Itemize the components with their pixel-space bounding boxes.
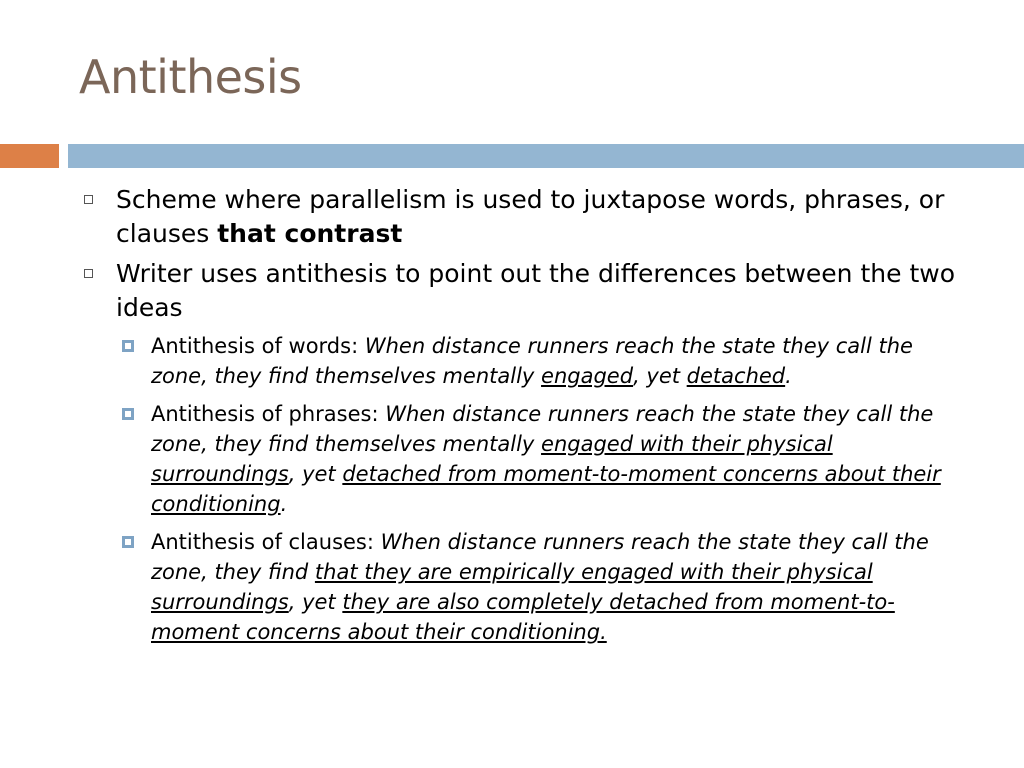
slide-body	[78, 183, 978, 655]
sub-bullet-italic: , yet	[288, 462, 343, 486]
sub-bullet-item	[78, 527, 966, 647]
sub-bullet-underlined: engaged	[541, 364, 634, 388]
bullet-item	[78, 183, 956, 251]
square-bullet-icon	[122, 536, 134, 548]
sub-bullet-italic: When distance runners reach the state they call the zone, they find	[151, 530, 929, 584]
sub-bullet-underlined: detached	[686, 364, 786, 388]
bullet-text: Writer uses antithesis to point out the differences between the two ideas	[116, 259, 955, 322]
sub-bullet-item	[78, 331, 966, 391]
sub-bullet-label: Antithesis of words:	[151, 334, 365, 358]
bullet-text: Scheme where parallelism is used to juxtapose words, phrases, or clauses	[116, 185, 945, 248]
bullet-bold-text: that contrast	[217, 219, 403, 248]
sub-bullet-end: .	[785, 364, 792, 388]
accent-bar-blue	[68, 144, 1024, 168]
bullet-item	[78, 257, 956, 325]
sub-bullet-italic: , yet	[633, 364, 687, 388]
sub-bullet-italic: , yet	[288, 590, 343, 614]
square-bullet-icon	[122, 340, 134, 352]
sub-bullet-item	[78, 399, 966, 519]
sub-bullet-underlined: they are also completely detached from moment-to-moment concerns about their conditioning.	[151, 590, 895, 644]
sub-bullet-end: .	[280, 492, 288, 516]
sub-bullet-italic: When distance runners reach the state they call the zone, they find themselves mentally	[151, 402, 934, 456]
slide-title: Antithesis	[79, 50, 302, 104]
sub-bullet-underlined: detached from moment-to-moment concerns about their conditioning	[151, 462, 941, 516]
sub-bullet-list	[78, 331, 978, 647]
square-bullet-icon	[122, 408, 134, 420]
hollow-square-bullet-icon	[84, 269, 93, 278]
sub-bullet-underlined: engaged with their physical surroundings	[151, 432, 833, 486]
sub-bullet-underlined: that they are empirically engaged with their physical surroundings	[151, 560, 873, 614]
accent-bar-orange	[0, 144, 59, 168]
sub-bullet-label: Antithesis of clauses:	[151, 530, 381, 554]
sub-bullet-italic: When distance runners reach the state they call the zone, they find themselves mentally	[151, 334, 913, 388]
hollow-square-bullet-icon	[84, 195, 93, 204]
sub-bullet-label: Antithesis of phrases:	[151, 402, 386, 426]
